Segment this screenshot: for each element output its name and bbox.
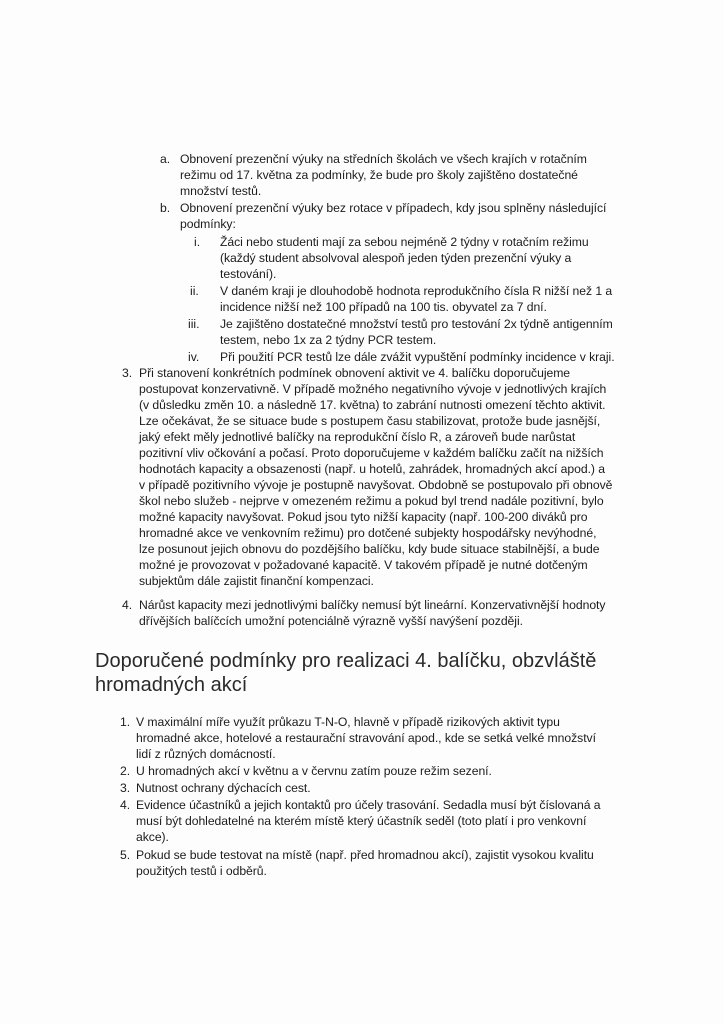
section-heading: hromadných akcí	[95, 674, 248, 696]
item3-line: škol nebo služeb - nejprve v omezeném režimu a pokud byl trend nadále pozitivní, bylo	[139, 494, 604, 508]
item3-line: Lze očekávat, že se situace bude s postupem času stabilizovat, protože bude jasnější,	[139, 414, 601, 428]
roman-line: incidence nižší než 100 případů na 100 tis. obyvatel za 7 dní.	[220, 300, 547, 314]
list-a-line: režimu od 17. května za podmínky, že bude pro školy zajištěno dostatečné	[180, 168, 578, 182]
roman-marker: iv.	[188, 350, 200, 364]
item3-line: (v důsledku změn 10. a následně 17. května) to zabrání nutnosti omezení těchto aktivit.	[139, 398, 606, 412]
rec-line: hromadné akce, hotelové a restaurační stravování apod., kde se setká velké množství	[136, 731, 596, 745]
item3-line: možné je provozovat v požadované kapacitě. V takovém případě je nutné dotčeným	[139, 558, 588, 572]
rec-marker: 4.	[120, 798, 131, 812]
rec-line: lidí z různých domácností.	[136, 747, 276, 761]
rec-line: V maximální míře využít průkazu T-N-O, hlavně v případě rizikových aktivit typu	[136, 715, 560, 729]
list-b-line: podmínky:	[180, 217, 236, 231]
item3-line: jaký efekt měly jednotlivé balíčky na reprodukční číslo R, a zároveň bude narůstat	[139, 430, 576, 444]
item3-line: v případě pozitivního vývoje je postupně navyšovat. Obdobně se postupovalo při obnově	[139, 478, 613, 492]
rec-marker: 1.	[120, 715, 131, 729]
rec-line: Evidence účastníků a jejich kontaktů pro účely trasování. Sedadla musí být číslovaná a	[136, 798, 601, 812]
roman-line: testování).	[220, 267, 277, 281]
rec-line: Nutnost ochrany dýchacích cest.	[136, 781, 311, 795]
list-b-line: Obnovení prezenční výuky bez rotace v případech, kdy jsou splněny následující	[180, 201, 607, 215]
list-marker: a.	[160, 152, 171, 166]
list-marker: b.	[160, 201, 171, 215]
item3-line: lze posunout jejich obnovu do pozdějšího balíčku, kdy bude situace stabilnější, a bude	[139, 542, 600, 556]
item3-line: hromadné akce ve venkovním režimu) pro dotčené subjekty hospodářsky nevýhodné,	[139, 526, 597, 540]
roman-marker: iii.	[188, 317, 200, 331]
item3-line: subjektům dále zajistit finanční kompenzaci.	[139, 574, 374, 588]
roman-line: Je zajištěno dostatečné množství testů pro testování 2x týdně antigenním	[220, 317, 613, 331]
roman-line: (každý student absolvoval alespoň jeden týden prezenční výuky a	[220, 251, 572, 265]
roman-line: testem, nebo 1x za 2 týdny PCR testem.	[220, 333, 437, 347]
rec-marker: 5.	[120, 848, 131, 862]
item4-line: dřívějších balíčcích umožní potenciálně výrazně vyšší navýšení později.	[139, 614, 523, 628]
rec-marker: 3.	[120, 781, 131, 795]
rec-line: musí být dohledatelné na kterém místě který účastník seděl (toto platí i pro venkovní	[136, 814, 587, 828]
list-a-line: Obnovení prezenční výuky na středních školách ve všech krajích v rotačním	[180, 152, 587, 166]
roman-line: V daném kraji je dlouhodobě hodnota reprodukčního čísla R nižší než 1 a	[220, 284, 613, 298]
rec-line: Pokud se bude testovat na místě (např. před hromadnou akcí), zajistit vysokou kvalitu	[136, 848, 594, 862]
item3-line: Při stanovení konkrétních podmínek obnovení aktivit ve 4. balíčku doporučujeme	[139, 366, 571, 380]
roman-line: Žáci nebo studenti mají za sebou nejméně 2 týdny v rotačním režimu	[220, 235, 589, 249]
item3-line: postupovat konzervativně. V případě možného negativního vývoje v jednotlivých krajích	[139, 382, 607, 396]
section-heading: Doporučené podmínky pro realizaci 4. balíčku, obzvláště	[95, 650, 597, 672]
rec-marker: 2.	[120, 764, 131, 778]
item-marker: 4.	[122, 598, 133, 612]
item4-line: Nárůst kapacity mezi jednotlivými balíčky nemusí být lineární. Konzervativnější hodnoty	[139, 598, 606, 612]
roman-marker: ii.	[190, 284, 199, 298]
rec-line: použitých testů i odběrů.	[136, 864, 267, 878]
roman-line: Při použití PCR testů lze dále zvážit vypuštění podmínky incidence v kraji.	[220, 350, 615, 364]
item-marker: 3.	[122, 366, 133, 380]
item3-line: hodnotách kapacity a obsazenosti (např. u hotelů, zahrádek, hromadných akcí apod.) a	[139, 462, 605, 476]
item3-line: pozitivní vliv očkování a počasí. Proto doporučujeme v každém balíčku začít na nižších	[139, 446, 604, 460]
rec-line: akce).	[136, 830, 169, 844]
list-a-line: množství testů.	[180, 184, 262, 198]
item3-line: možné kapacity navyšovat. Pokud jsou tyto nižší kapacity (např. 100-200 diváků pro	[139, 510, 588, 524]
roman-marker: i.	[194, 235, 201, 249]
rec-line: U hromadných akcí v květnu a v červnu zatím pouze režim sezení.	[136, 764, 492, 778]
